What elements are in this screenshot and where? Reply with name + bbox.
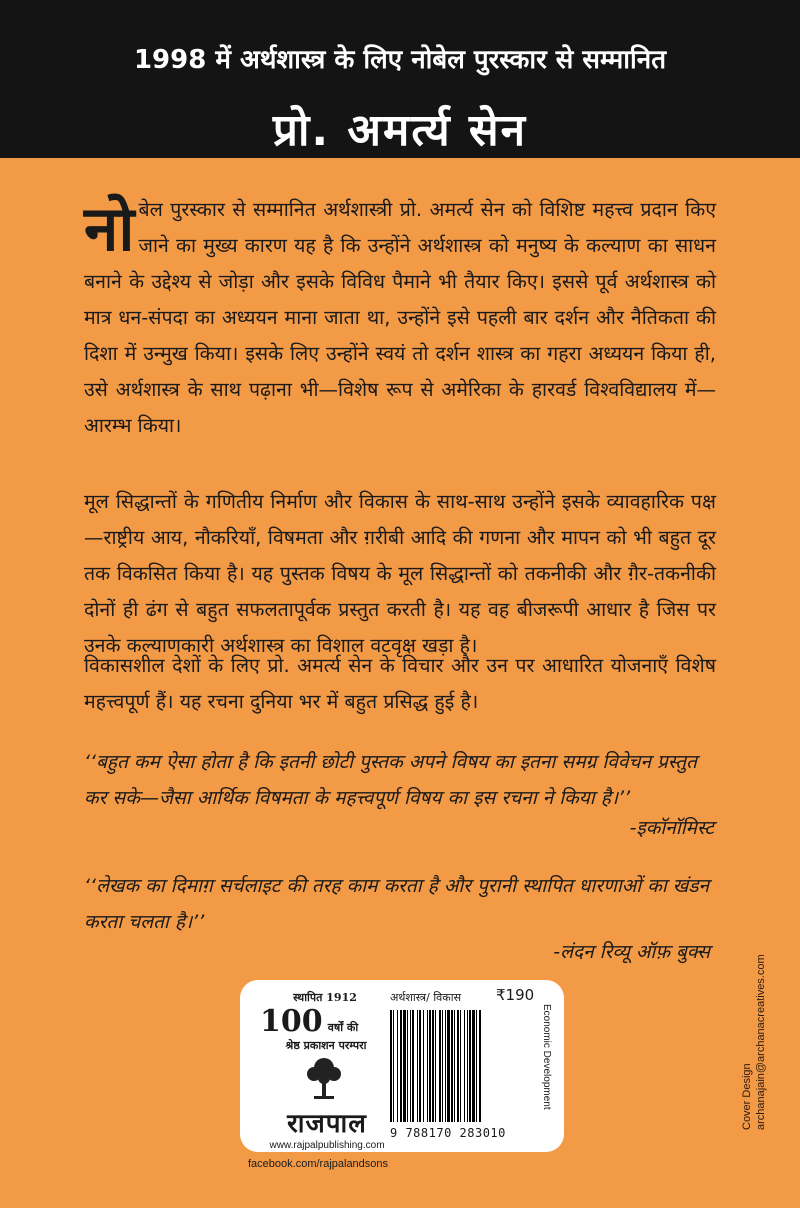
book-category: अर्थशास्त्र/ विकास: [390, 991, 462, 1004]
publisher-barcode-panel: [240, 980, 564, 1170]
cover-design-label: Cover Design: [741, 1063, 753, 1130]
barcode-bar: [410, 1010, 411, 1122]
barcode-bar: [460, 1010, 461, 1122]
barcode-bar: [400, 1010, 402, 1122]
barcode-bar: [417, 1010, 418, 1122]
barcode-bar: [393, 1010, 394, 1122]
isbn-number: 9 788170 283010: [390, 1126, 506, 1140]
barcode-bar: [464, 1010, 465, 1122]
barcode-bar: [423, 1010, 424, 1122]
tree-logo-icon: [300, 1054, 348, 1102]
barcode-bar: [429, 1010, 431, 1122]
barcode-bar: [479, 1010, 481, 1122]
centenary-number: 100: [260, 1004, 323, 1039]
barcode-bar: [447, 1010, 450, 1122]
review-source-1: -इकॉनॉमिस्ट: [629, 817, 714, 839]
subject-label-text: Economic Development: [541, 1004, 552, 1110]
barcode-bar: [467, 1010, 468, 1122]
barcode-bar: [472, 1010, 475, 1122]
author-name: प्रो. अमर्त्य सेन: [272, 105, 528, 156]
subject-label: [538, 1004, 552, 1124]
review-quote-2: ‘‘लेखक का दिमाग़ सर्चलाइट की तरह काम करता है और पुरानी स्थापित धारणाओं का खंडन करता चलता है।’’: [84, 875, 710, 933]
barcode-bar: [427, 1010, 428, 1122]
barcode-bar: [432, 1010, 434, 1122]
publisher-website: www.rajpalpublishing.com: [269, 1140, 385, 1151]
barcode-bar: [407, 1010, 408, 1122]
blurb-paragraph-1-text: बेल पुरस्कार से सम्मानित अर्थशास्त्री प्रो. अमर्त्य सेन को विशिष्ट महत्त्व प्रदान किए जाने का मुख्य कारण यह है कि उन्होंने अर्थशास्त्र को मनुष्य के कल्याण का साधन बनाने के उद्देश्य से जोड़ा और इसके विविध पैमाने भी तैयार किए। इससे पूर्व अर्थशास्त्र को मात्र धन-संपदा का अध्ययन माना जाता था, उन्होंने इसे पहली बार दर्शन और नैतिकता की दिशा में उन्मुख किया। इसके लिए उन्होंने स्वयं तो दर्शन शास्त्र का गहरा अध्ययन किया ही, उसे अर्थशास्त्र के साथ पढ़ाना भी—विशेष रूप से अमेरिका के हारवर्ड विश्वविद्यालय में—आरम्भ किया।: [84, 198, 716, 437]
barcode-bar: [451, 1010, 453, 1122]
barcode-bar: [476, 1010, 477, 1122]
publisher-logo: राजपाल: [287, 1109, 367, 1139]
facebook-page: facebook.com/rajpalandsons: [248, 1158, 389, 1170]
established-year: स्थापित 1912: [293, 991, 357, 1004]
barcode-bar: [397, 1010, 398, 1122]
barcode-bar: [445, 1010, 446, 1122]
barcode-bar: [454, 1010, 455, 1122]
publishing-tradition: श्रेष्ठ प्रकाशन परम्परा: [285, 1039, 367, 1052]
isbn-barcode: [388, 1010, 530, 1122]
barcode-bar: [390, 1010, 392, 1122]
cover-design-email: archanajain@archanacreatives.com: [755, 954, 767, 1130]
barcode-bar: [469, 1010, 471, 1122]
blurb-paragraph-3: विकासशील देशों के लिए प्रो. अमर्त्य सेन के विचार और उन पर आधारित योजनाएँ विशेष महत्त्वपूर्ण हैं। यह रचना दुनिया भर में बहुत प्रसिद्ध हुई है।: [84, 654, 716, 713]
book-price: ₹190: [496, 986, 535, 1004]
blurb-paragraph-2: मूल सिद्धान्तों के गणितीय निर्माण और विकास के साथ-साथ उन्होंने इसके व्यावहारिक पक्ष—राष्ट्रीय आय, नौकरियाँ, विषमता और ग़रीबी आदि की गणना और मापन को भी बहुत दूर तक विकसित किया है। यह पुस्तक विषय के मूल सिद्धान्तों को तकनीकी और ग़ैर-तकनीकी दोनों ही ढंग से बहुत सफलतापूर्वक प्रस्तुत करती है। यह वह बीजरूपी आधार है जिस पर उनके कल्याणकारी अर्थशास्त्र का विशाल वटवृक्ष खड़ा है।: [84, 490, 716, 657]
review-source-2: -लंदन रिव्यू ऑफ़ बुक्स: [553, 941, 710, 963]
barcode-bar: [412, 1010, 414, 1122]
barcode-bar: [442, 1010, 443, 1122]
blurb-paragraph-1: [84, 192, 716, 444]
drop-cap: नो: [84, 192, 135, 265]
centenary-badge: [260, 1004, 390, 1039]
barcode-bar: [457, 1010, 459, 1122]
centenary-suffix: वर्षों की: [327, 1021, 359, 1034]
cover-design-credit: [740, 930, 780, 1130]
barcode-bar: [439, 1010, 441, 1122]
barcode-bar: [403, 1010, 406, 1122]
barcode-bar: [419, 1010, 421, 1122]
barcode-bar: [435, 1010, 436, 1122]
title-band: [0, 0, 800, 158]
award-line: 1998 में अर्थशास्त्र के लिए नोबेल पुरस्कार से सम्मानित: [133, 45, 667, 75]
review-quote-1: ‘‘बहुत कम ऐसा होता है कि इतनी छोटी पुस्तक अपने विषय का इतना समग्र विवेचन प्रस्तुत कर सके—जैसा आर्थिक विषमता के महत्त्वपूर्ण विषय का इस रचना ने किया है।’’: [84, 751, 697, 809]
